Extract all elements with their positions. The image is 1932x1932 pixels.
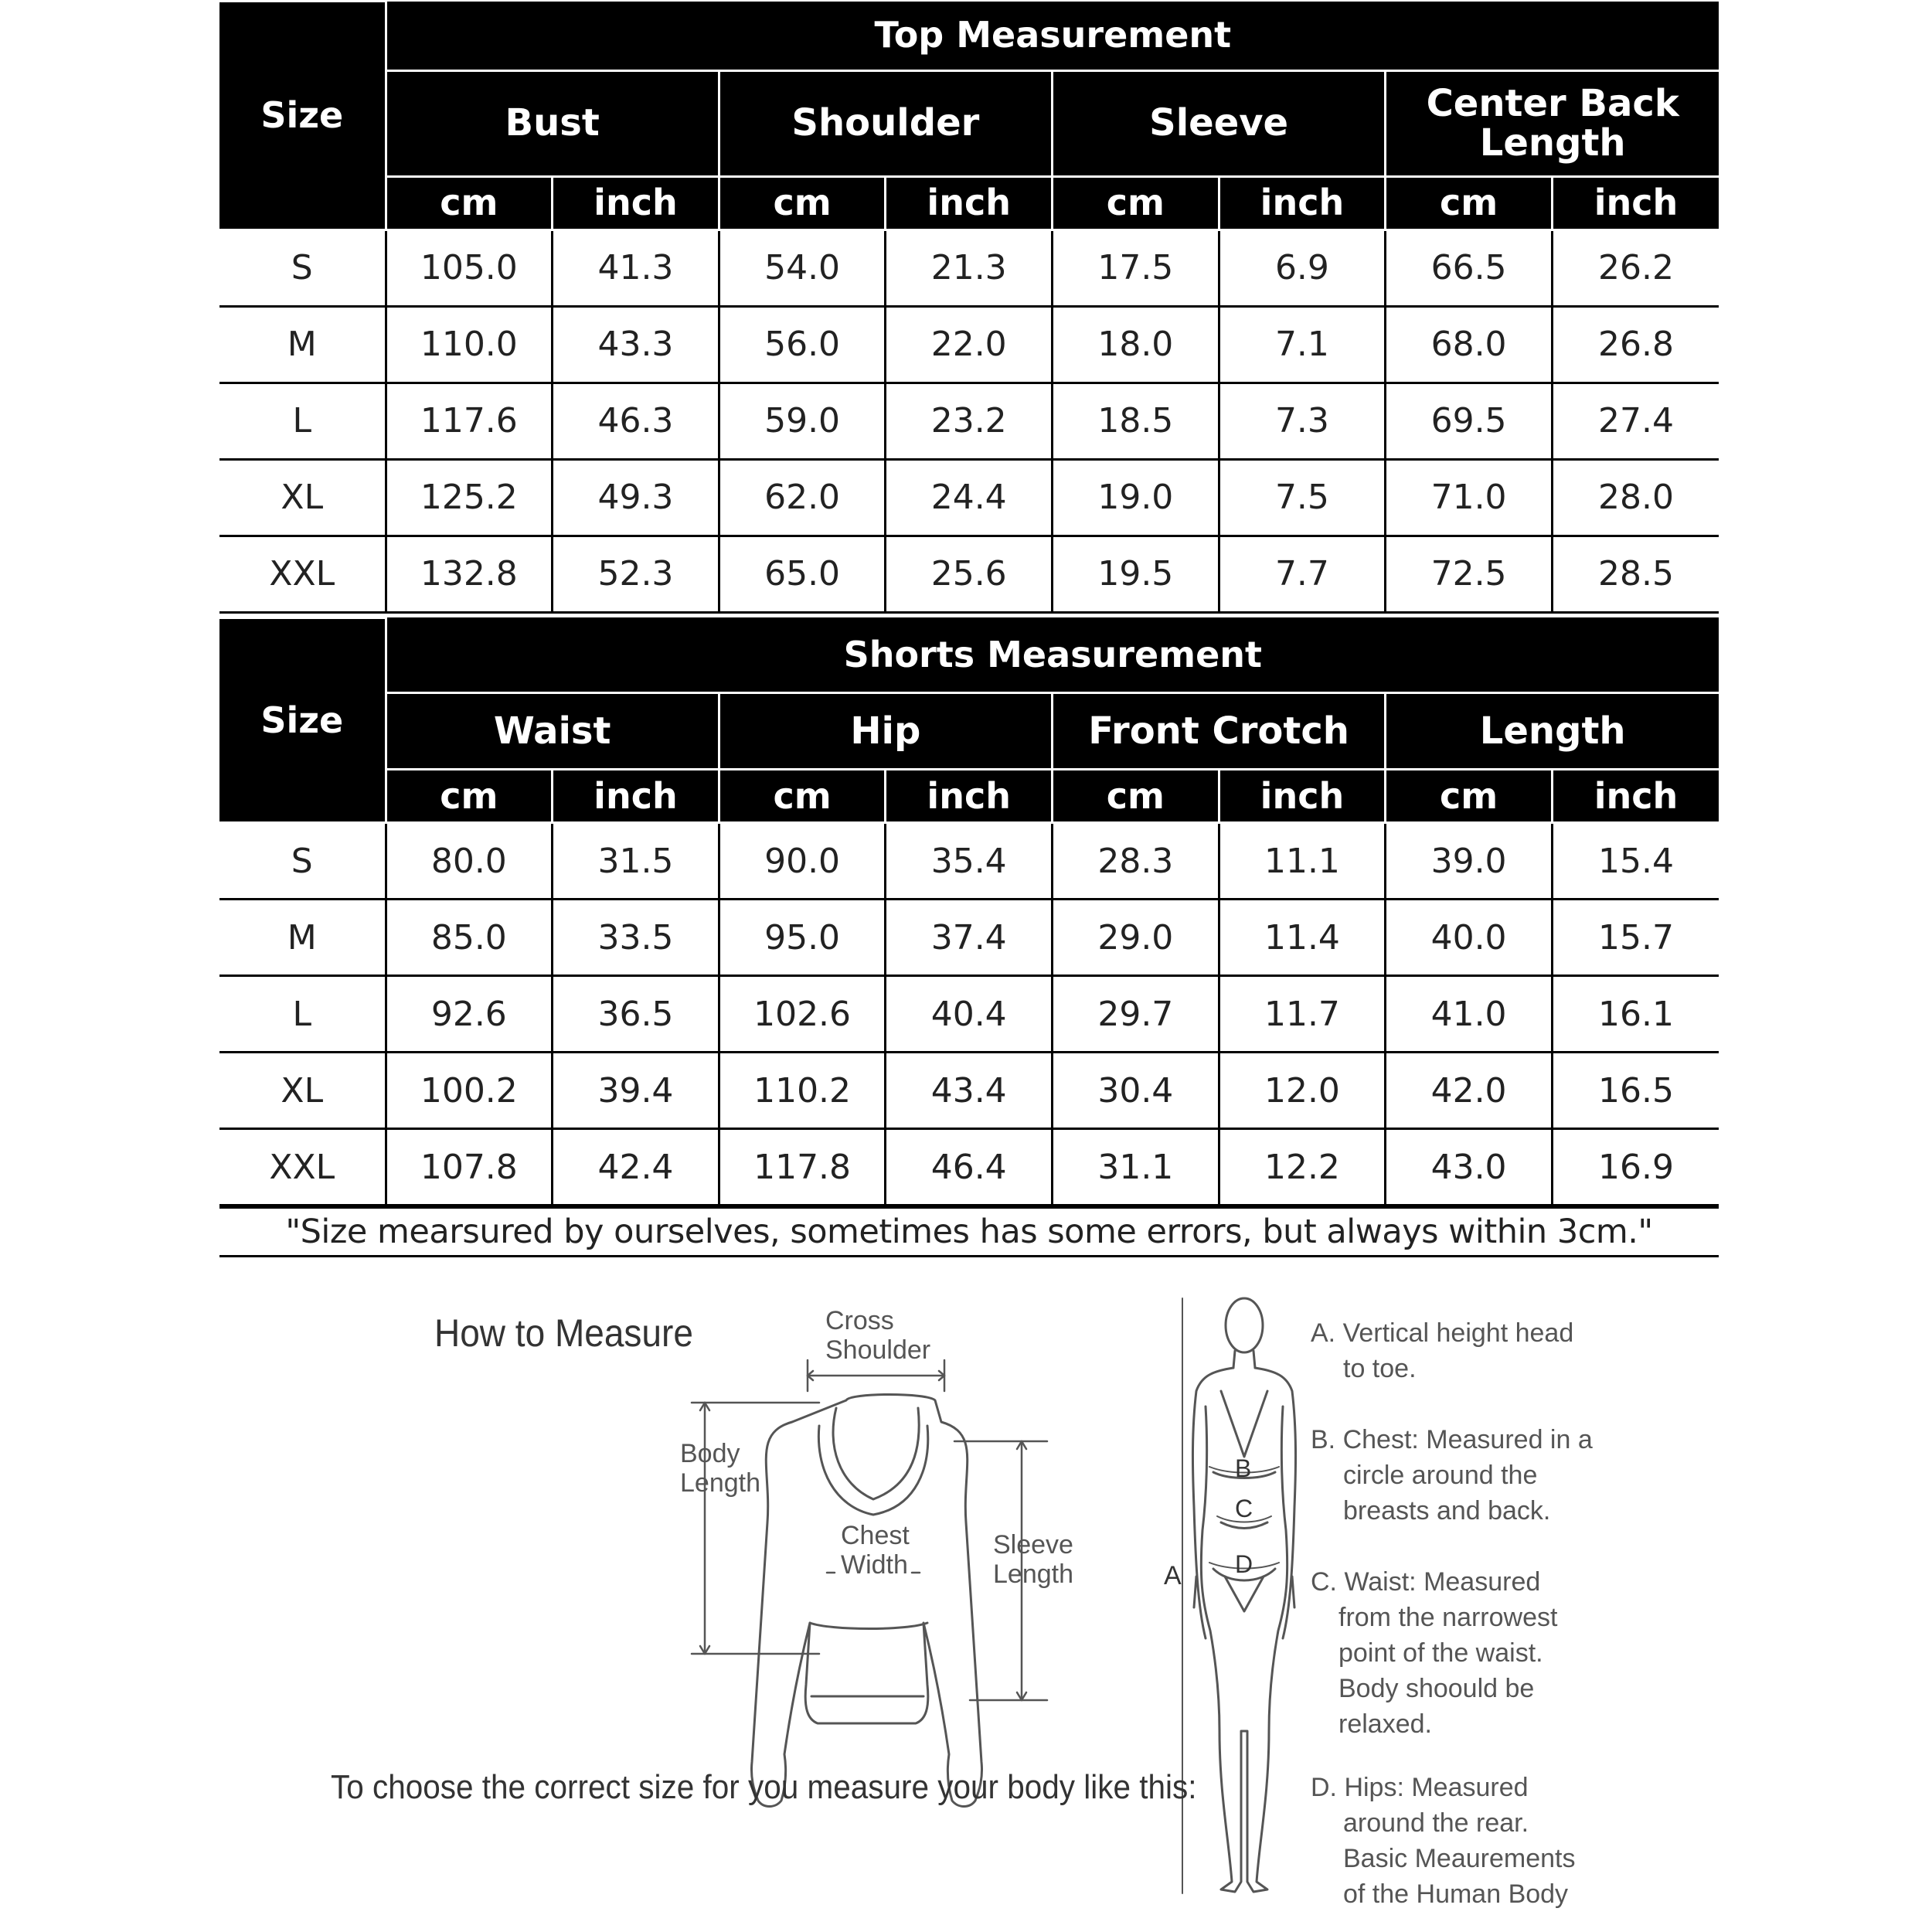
value-cell: 39.0 [1386, 823, 1553, 900]
table-row [219, 230, 1719, 306]
value-cell: 7.5 [1219, 459, 1386, 536]
value-cell: 18.5 [1053, 383, 1219, 459]
value-cell: 95.0 [719, 900, 886, 976]
choose-size-instruction: To choose the correct size for you measure your body like this: [331, 1768, 1197, 1806]
label-line: Length [680, 1468, 760, 1498]
value-cell: 43.0 [1386, 1129, 1553, 1206]
value-cell: 6.9 [1219, 230, 1386, 306]
how-to-measure-section [0, 1267, 1932, 1932]
body-letter-b: B [1235, 1454, 1252, 1482]
value-cell: 46.3 [553, 383, 719, 459]
value-cell: 42.4 [553, 1129, 719, 1206]
table-row [219, 459, 1719, 536]
unit-header-inch: inch [1219, 176, 1386, 230]
label-line: Sleeve [993, 1530, 1073, 1560]
sweater-icon [751, 1395, 981, 1807]
unit-header-cm: cm [1053, 176, 1219, 230]
description-line: Body shoould be [1338, 1674, 1535, 1703]
value-cell: 28.3 [1053, 823, 1219, 900]
label-line: Shoulder [825, 1335, 931, 1365]
value-cell: 110.2 [719, 1053, 886, 1129]
table-row [219, 823, 1719, 900]
value-cell: 59.0 [719, 383, 886, 459]
value-cell: 27.4 [1552, 383, 1719, 459]
size-cell: XXL [219, 536, 386, 612]
description-line: point of the waist. [1338, 1638, 1543, 1668]
value-cell: 19.0 [1053, 459, 1219, 536]
value-cell: 29.7 [1053, 976, 1219, 1053]
value-cell: 85.0 [386, 900, 553, 976]
value-cell: 26.8 [1552, 306, 1719, 383]
value-cell: 15.7 [1552, 900, 1719, 976]
value-cell: 65.0 [719, 536, 886, 612]
size-cell: L [219, 976, 386, 1053]
group-header-sleeve: Sleeve [1053, 70, 1386, 176]
size-cell: L [219, 383, 386, 459]
value-cell: 40.4 [886, 976, 1053, 1053]
body-length-label [680, 1439, 760, 1498]
description-line: D. Hips: Measured [1311, 1773, 1529, 1802]
value-cell: 28.0 [1552, 459, 1719, 536]
body-letter-c: C [1235, 1495, 1253, 1522]
value-cell: 71.0 [1386, 459, 1553, 536]
value-cell: 16.1 [1552, 976, 1719, 1053]
unit-header-cm: cm [1386, 770, 1553, 823]
description-c [1311, 1564, 1604, 1742]
unit-header-inch: inch [886, 770, 1053, 823]
label-line: Width [841, 1550, 908, 1580]
table-row [219, 1053, 1719, 1129]
group-header-waist: Waist [386, 693, 719, 770]
value-cell: 69.5 [1386, 383, 1553, 459]
value-cell: 68.0 [1386, 306, 1553, 383]
value-cell: 105.0 [386, 230, 553, 306]
value-cell: 31.5 [553, 823, 719, 900]
value-cell: 17.5 [1053, 230, 1219, 306]
table-row [219, 536, 1719, 612]
value-cell: 25.6 [886, 536, 1053, 612]
size-column-header: Size [219, 2, 386, 230]
value-cell: 72.5 [1386, 536, 1553, 612]
label-line: Chest [841, 1521, 910, 1550]
value-cell: 28.5 [1552, 536, 1719, 612]
value-cell: 107.8 [386, 1129, 553, 1206]
description-a [1311, 1315, 1604, 1386]
unit-header-cm: cm [1053, 770, 1219, 823]
unit-header-cm: cm [386, 176, 553, 230]
value-cell: 41.3 [553, 230, 719, 306]
shorts-measurement-table [219, 617, 1719, 1207]
value-cell: 7.7 [1219, 536, 1386, 612]
description-line: from the narrowest [1338, 1603, 1558, 1632]
size-cell: M [219, 306, 386, 383]
group-header-length: Length [1386, 693, 1719, 770]
table-title: Top Measurement [386, 2, 1719, 71]
how-to-measure-title: How to Measure [434, 1311, 693, 1355]
value-cell: 22.0 [886, 306, 1053, 383]
unit-header-cm: cm [1386, 176, 1553, 230]
value-cell: 43.4 [886, 1053, 1053, 1129]
table-title: Shorts Measurement [386, 617, 1719, 693]
table-row [219, 976, 1719, 1053]
table-row [219, 900, 1719, 976]
value-cell: 42.0 [1386, 1053, 1553, 1129]
body-letter-d: D [1235, 1550, 1253, 1578]
label-line: Body [680, 1439, 740, 1468]
unit-header-inch: inch [1552, 770, 1719, 823]
value-cell: 117.8 [719, 1129, 886, 1206]
size-cell: S [219, 230, 386, 306]
value-cell: 23.2 [886, 383, 1053, 459]
value-cell: 16.9 [1552, 1129, 1719, 1206]
value-cell: 54.0 [719, 230, 886, 306]
value-cell: 102.6 [719, 976, 886, 1053]
unit-header-cm: cm [386, 770, 553, 823]
size-cell: XL [219, 1053, 386, 1129]
description-line: A. Vertical height head [1311, 1318, 1574, 1348]
value-cell: 26.2 [1552, 230, 1719, 306]
value-cell: 36.5 [553, 976, 719, 1053]
value-cell: 12.0 [1219, 1053, 1386, 1129]
value-cell: 56.0 [719, 306, 886, 383]
value-cell: 39.4 [553, 1053, 719, 1129]
description-line: Basic Meaurements [1343, 1844, 1576, 1873]
chest-width-label [841, 1521, 910, 1580]
value-cell: 31.1 [1053, 1129, 1219, 1206]
description-line: of the Human Body [1343, 1879, 1569, 1909]
size-column-header: Size [219, 617, 386, 823]
value-cell: 41.0 [1386, 976, 1553, 1053]
description-line: C. Waist: Measured [1311, 1567, 1541, 1597]
value-cell: 110.0 [386, 306, 553, 383]
description-line: to toe. [1343, 1354, 1417, 1383]
description-line: relaxed. [1338, 1709, 1432, 1739]
value-cell: 15.4 [1552, 823, 1719, 900]
value-cell: 12.2 [1219, 1129, 1386, 1206]
label-line: Cross [825, 1306, 894, 1335]
description-d [1311, 1770, 1604, 1912]
value-cell: 21.3 [886, 230, 1053, 306]
size-cell: S [219, 823, 386, 900]
value-cell: 19.5 [1053, 536, 1219, 612]
description-line: around the rear. [1343, 1808, 1529, 1838]
group-header-bust: Bust [386, 70, 719, 176]
value-cell: 49.3 [553, 459, 719, 536]
value-cell: 132.8 [386, 536, 553, 612]
value-cell: 40.0 [1386, 900, 1553, 976]
value-cell: 80.0 [386, 823, 553, 900]
unit-header-inch: inch [1552, 176, 1719, 230]
value-cell: 18.0 [1053, 306, 1219, 383]
value-cell: 35.4 [886, 823, 1053, 900]
value-cell: 11.4 [1219, 900, 1386, 976]
size-chart [219, 0, 1719, 1257]
unit-header-inch: inch [886, 176, 1053, 230]
unit-header-inch: inch [553, 176, 719, 230]
body-figure-icon [1192, 1298, 1295, 1892]
value-cell: 29.0 [1053, 900, 1219, 976]
group-header-hip: Hip [719, 693, 1052, 770]
value-cell: 117.6 [386, 383, 553, 459]
label-line: Length [993, 1560, 1073, 1589]
group-header-front-crotch: Front Crotch [1053, 693, 1386, 770]
measurement-disclaimer: "Size mearsured by ourselves, sometimes has some errors, but always within 3cm." [219, 1206, 1719, 1257]
value-cell: 33.5 [553, 900, 719, 976]
measure-illustration [0, 1267, 1932, 1932]
size-cell: XXL [219, 1129, 386, 1206]
value-cell: 7.1 [1219, 306, 1386, 383]
value-cell: 7.3 [1219, 383, 1386, 459]
cross-shoulder-label [825, 1306, 930, 1365]
value-cell: 52.3 [553, 536, 719, 612]
sleeve-length-label [993, 1530, 1073, 1589]
unit-header-cm: cm [719, 176, 886, 230]
size-cell: XL [219, 459, 386, 536]
value-cell: 92.6 [386, 976, 553, 1053]
description-line: B. Chest: Measured in a [1311, 1425, 1593, 1454]
value-cell: 90.0 [719, 823, 886, 900]
top-measurement-table [219, 0, 1719, 614]
unit-header-inch: inch [1219, 770, 1386, 823]
group-header-shoulder: Shoulder [719, 70, 1052, 176]
value-cell: 24.4 [886, 459, 1053, 536]
value-cell: 62.0 [719, 459, 886, 536]
value-cell: 16.5 [1552, 1053, 1719, 1129]
value-cell: 37.4 [886, 900, 1053, 976]
size-cell: M [219, 900, 386, 976]
description-b [1311, 1422, 1604, 1529]
value-cell: 125.2 [386, 459, 553, 536]
table-row [219, 383, 1719, 459]
value-cell: 46.4 [886, 1129, 1053, 1206]
value-cell: 11.1 [1219, 823, 1386, 900]
value-cell: 43.3 [553, 306, 719, 383]
group-header-center-back-length: Center Back Length [1386, 70, 1719, 176]
value-cell: 66.5 [1386, 230, 1553, 306]
description-line: breasts and back. [1343, 1496, 1551, 1526]
unit-header-inch: inch [553, 770, 719, 823]
body-letter-a: A [1164, 1561, 1182, 1590]
table-row [219, 1129, 1719, 1206]
value-cell: 11.7 [1219, 976, 1386, 1053]
table-row [219, 306, 1719, 383]
value-cell: 30.4 [1053, 1053, 1219, 1129]
value-cell: 100.2 [386, 1053, 553, 1129]
unit-header-cm: cm [719, 770, 886, 823]
description-line: circle around the [1343, 1461, 1538, 1490]
